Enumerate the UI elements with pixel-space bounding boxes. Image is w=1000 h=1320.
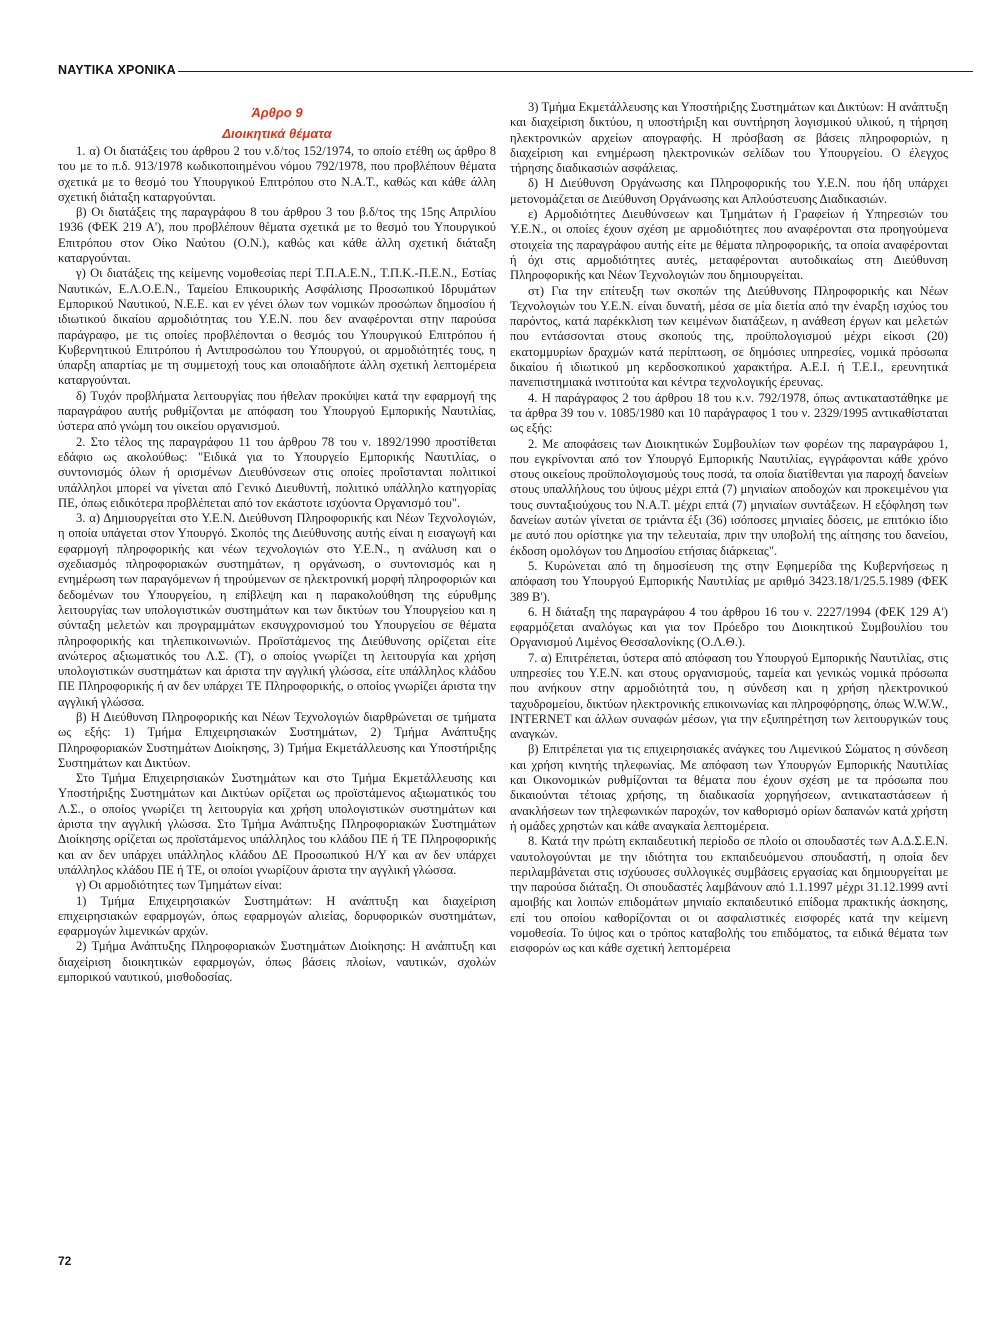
paragraph: 6. Η διάταξη της παραγράφου 4 του άρθρου 16 του ν. 2227/1994 (ΦΕΚ 129 Α') εφαρμόζεται αναλόγως και για τον Πρόεδρο του Διοικητικού Συμβουλίου του Οργανισμού Λιμένος Θεσσαλονίκης (Ο.Λ.Θ.). xyxy=(510,604,948,650)
paragraph: 8. Κατά την πρώτη εκπαιδευτική περίοδο σε πλοίο οι σπουδαστές των Α.Δ.Σ.Ε.Ν. ναυτολογούνται με την ιδιότητα του εκπαιδευόμενου σπουδαστή, η οποία δεν περιλαμβάνεται στις ισχύουσες συλλογικές συμβάσεις εργασίας και δημιουργείται με την παρούσα διάταξη. Οι σπουδαστές λαμβάνουν από 1.1.1997 μέχρι 31.12.1999 αντί αμοιβής και λοιπών επιδομάτων μηνιαίο εκπαιδευτικό επίδομα πρακτικής άσκησης, επί του οποίου καθορίζονται οι οι ασφαλιστικές εισφορές κατά την κείμενη νομοθεσία. Το ύψος και ο τρόπος καταβολής του επιδόματος, τα ειδικά θέματα των εισφορών ως και κάθε σχετική λεπτομέρεια xyxy=(510,834,948,956)
paragraph: 3. α) Δημιουργείται στο Υ.Ε.Ν. Διεύθυνση Πληροφορικής και Νέων Τεχνολογιών, η οποία υπάγεται στον Υπουργό. Σκοπός της Διεύθυνσης αυτής είναι η εισαγωγή και εφαρμογή πληροφορικής και νέων τεχνολογιών στο Υ.Ε.Ν., η ανάλυση και ο σχεδιασμός πληροφοριακών συστημάτων, η οργάνωση, ο συντονισμός και η ενημέρωση των παραγόμενων ή τηρούμενων σε ηλεκτρονική μορφή πληροφοριών και δεδομένων του Υπουργείου, η επίβλεψη και η παρακολούθηση της εύρυθμης λειτουργίας των υπολογιστικών συστημάτων και των δικτύων του Υπουργείου και η σύνταξη μελετών και προγραμμάτων εκσυγχρονισμού του Υπουργείου σε θέματα πληροφορικής και τηλεπικοινωνιών. Προϊστάμενος της Διεύθυνσης ορίζεται είτε ανώτερος αξιωματικός του Λ.Σ. (Τ), ο οποίος γνωρίζει τη λειτουργία και χρήση υπολογιστικών συστημάτων και άριστα την αγγλική γλώσσα, είτε υπάλληλος κλάδου ΠΕ Πληροφορικής ή αν δεν υπάρχει ΤΕ Πληροφορικής, ο οποίος γνωρίζει άριστα την αγγλική γλώσσα. xyxy=(58,511,496,709)
paragraph: γ) Οι διατάξεις της κείμενης νομοθεσίας περί Τ.Π.Α.Ε.Ν., Τ.Π.Κ.-Π.Ε.Ν., Εστίας Ναυτικών, Ε.Λ.Ο.Ε.Ν., Ταμείου Επικουρικής Ασφάλισης Προσωπικού Ιδρυμάτων Εμπορικού Ναυτικού, Ν.Ε.Ε. και εν γένει όλων των νομικών προσώπων δημοσίου ή ιδιωτικού δικαίου αρμοδιότητας του Υ.Ε.Ν. που δεν αναφέρονται στην παρούσα παράγραφο, με τις οποίες προβλέπονται ο θεσμός του Υπουργικού Επιτρόπου ή Κυβερνητικού Επιτρόπου ή Αντιπροσώπου του Υπουργού, οι αρμοδιότητές τους, η ύπαρξη απαρτίας με τη συμμετοχή τους και οποιαδήποτε άλλη σχετική λεπτομέρεια καταργούνται. xyxy=(58,266,496,388)
paragraph: 1. α) Οι διατάξεις του άρθρου 2 του ν.δ/τος 152/1974, το οποίο ετέθη ως άρθρο 8 του με το π.δ. 913/1978 κωδικοποιημένου νόμου 792/1978, που προβλέπουν θέματα σχετικά με το θεσμό του Υπουργικού Επιτρόπου στο Ν.Α.Τ., καθώς και κάθε άλλη σχετική διάταξη καταργούνται. xyxy=(58,144,496,204)
paragraph: β) Επιτρέπεται για τις επιχειρησιακές ανάγκες του Λιμενικού Σώματος η σύνδεση και χρήση κινητής τηλεφωνίας. Με απόφαση των Υπουργών Εμπορικής Ναυτιλίας και Οικονομικών ρυθμίζονται τα θέματα που έχουν σχέση με τα πρόσωπα που δικαιούνται τέτοιας χρήσης, τη διαδικασία χορηγήσεων, αντικαταστάσεων ή ανακλήσεων των τηλεφωνικών παροχών, τον καθορισμό ορίων δαπανών κατά χρήστη ή ομάδες χρηστών και κάθε αναγκαία λεπτομέρεια. xyxy=(510,742,948,833)
paragraph: 2. Με αποφάσεις των Διοικητικών Συμβουλίων των φορέων της παραγράφου 1, που εγκρίνονται από τον Υπουργό Εμπορικής Ναυτιλίας, εγγράφονται κάθε χρόνο στους οικείους προϋπολογισμούς τους ποσά, τα οποία διατίθενται για παροχή δανείων στους υπαλλήλους του ύψους μέχρι επτά (7) μηνιαίων αποδοχών και προκειμένου για τους συνταξιούχους του Ν.Α.Τ. μέχρι επτά (7) μηνιαίων συντάξεων. Η εξόφληση των δανείων αυτών γίνεται σε τριάντα έξι (36) ισόποσες μηνιαίες δόσεις, με επιτόκιο ίδιο με αυτό που ορίστηκε για την τελευταία, πριν την υποβολή της αίτησης του δανείου, έκδοση ομολόγων του Δημοσίου ετήσιας διάρκειας". xyxy=(510,436,948,558)
header-rule xyxy=(58,71,973,72)
running-header xyxy=(58,62,973,78)
paragraph: 2. Στο τέλος της παραγράφου 11 του άρθρου 78 του ν. 1892/1990 προστίθεται εδάφιο ως ακολούθως: "Ειδικά για το Υπουργείο Εμπορικής Ναυτιλίας, ο συντονισμός όλων ή ορισμένων Διευθύνσεων στις οποίες προΐστανται πολιτικοί υπάλληλοι μπορεί να γίνεται από Γενικό Διευθυντή, πολιτικό υπάλληλο κατηγορίας ΠΕ, όπως ειδικότερα προβλέπεται από τον εκάστοτε ισχύοντα Οργανισμό του". xyxy=(58,434,496,510)
paragraph: β) Οι διατάξεις της παραγράφου 8 του άρθρου 3 του β.δ/τος της 15ης Απριλίου 1936 (ΦΕΚ 219 Α'), που προβλέπουν θέματα σχετικά με το θεσμό του Υπουργικού Επιτρόπου στον Οίκο Ναύτου (Ο.Ν.), καθώς και κάθε άλλη σχετική διάταξη καταργούνται. xyxy=(58,205,496,266)
left-column xyxy=(58,100,496,985)
page-number: 72 xyxy=(58,1254,72,1268)
paragraph: δ) Τυχόν προβλήματα λειτουργίας που ήθελαν προκύψει κατά την εφαρμογή της παραγράφου αυτής ρυθμίζονται με απόφαση του Υπουργού Εμπορικής Ναυτιλίας, ύστερα από γνώμη του οικείου οργανισμού. xyxy=(58,388,496,434)
right-column xyxy=(510,100,948,957)
magazine-title: ΝΑΥΤΙΚΑ ΧΡΟΝΙΚΑ xyxy=(58,63,176,77)
paragraph: 3) Τμήμα Εκμετάλλευσης και Υποστήριξης Συστημάτων και Δικτύων: Η ανάπτυξη και διαχείριση δικτύου, η υποστήριξη και συντήρηση λογισμικού υλικού, η τήρηση ηλεκτρονικών αρχείων απογραφής. Η πρόσβαση σε βάσεις πληροφοριών, η διαχείριση και ενημέρωση ηλεκτρονικών σελίδων του Υπουργείου. Ο έλεγχος τήρησης διαδικασιών ασφάλειας. xyxy=(510,100,948,176)
paragraph: β) Η Διεύθυνση Πληροφορικής και Νέων Τεχνολογιών διαρθρώνεται σε τμήματα ως εξής: 1) Τμήμα Επιχειρησιακών Συστημάτων, 2) Τμήμα Ανάπτυξης Πληροφοριακών Συστημάτων Διοίκησης, 3) Τμήμα Εκμετάλλευσης και Υποστήριξης Συστημάτων και Δικτύων. xyxy=(58,709,496,770)
paragraph: 4. Η παράγραφος 2 του άρθρου 18 του κ.ν. 792/1978, όπως αντικαταστάθηκε με τα άρθρα 39 του ν. 1085/1980 και 10 παράγραφος 1 του ν. 2329/1995 αντικαθίσταται ως εξής: xyxy=(510,390,948,436)
paragraph: γ) Οι αρμοδιότητες των Τμημάτων είναι: xyxy=(76,878,283,893)
article-title: Διοικητικά θέματα xyxy=(222,126,332,141)
paragraph: στ) Για την επίτευξη των σκοπών της Διεύθυνσης Πληροφορικής και Νέων Τεχνολογιών του Υ.Ε.Ν. είναι δυνατή, μέσα σε μία διετία από την έναρξη ισχύος του παρόντος, κατά παρέκκλιση των κειμένων διατάξεων, η ανάθεση έργων και μελετών που εντάσσονται στους σκοπούς της, προϋπολογισμού μέχρι είκοσι (20) εκατομμυρίων δραχμών κατά περίπτωση, σε δημόσιες υπηρεσίες, νομικά πρόσωπα δικαίου ή ιδιωτικού μη κερδοσκοπικού χαρακτήρα. Α.Ε.Ι. ή Τ.Ε.Ι., ερευνητικά πανεπιστημιακά ινστιτούτα και κέντρα τεχνολογικής έρευνας. xyxy=(510,283,948,390)
paragraph: δ) Η Διεύθυνση Οργάνωσης και Πληροφορικής του Υ.Ε.Ν. που ήδη υπάρχει μετονομάζεται σε Διεύθυνση Οργάνωσης και Απλούστευσης Διαδικασιών. xyxy=(510,176,948,206)
paragraph: 1) Τμήμα Επιχειρησιακών Συστημάτων: Η ανάπτυξη και διαχείριση επιχειρησιακών εφαρμογών, όπως εφαρμογών αλιείας, δορυφορικών συστημάτων, εφαρμογών λιμενικών αρχών. xyxy=(58,893,496,939)
paragraph: 7. α) Επιτρέπεται, ύστερα από απόφαση του Υπουργού Εμπορικής Ναυτιλίας, στις υπηρεσίες του Υ.Ε.Ν. και στους οργανισμούς, ταμεία και γενικώς νομικά πρόσωπα που ανήκουν στην αρμοδιότητά του, η σύνδεση και η χρήση ηλεκτρονικού ταχυδρομείου, δικτύων ηλεκτρονικής επικοινωνίας και πληροφόρησης, όπως W.W.W., INTERNET και άλλων συναφών μέσων, για την εξυπηρέτηση των λειτουργικών τους αναγκών. xyxy=(510,650,948,742)
paragraph: 5. Κυρώνεται από τη δημοσίευση της στην Εφημερίδα της Κυβερνήσεως η απόφαση του Υπουργού Εμπορικής Ναυτιλίας με αριθμό 3423.18/1/25.5.1989 (ΦΕΚ 389 Β'). xyxy=(510,558,948,604)
article-number: Άρθρο 9 xyxy=(251,105,303,120)
paragraph: ε) Αρμοδιότητες Διευθύνσεων και Τμημάτων ή Γραφείων ή Υπηρεσιών του Υ.Ε.Ν., οι οποίες έχουν σχέση με αρμοδιότητες που αναφέρονται στα προηγούμενα στοιχεία της παραγράφου αυτής είτε με θέματα πληροφορικής, τα οποία αναφέρονται ή όχι στις αρμοδιότητες αυτές, μεταφέρονται αυτοδικαίως στη Διεύθυνση Πληροφορικής και Νέων Τεχνολογιών που δημιουργείται. xyxy=(510,207,948,283)
paragraph: 2) Τμήμα Ανάπτυξης Πληροφοριακών Συστημάτων Διοίκησης: Η ανάπτυξη και διαχείριση διοικητικών εφαρμογών, όπως βάσεις πλοίων, ναυτικών, σχολών εμπορικού ναυτικού, μισθοδοσίας. xyxy=(58,939,496,985)
paragraph: Στο Τμήμα Επιχειρησιακών Συστημάτων και στο Τμήμα Εκμετάλλευσης και Υποστήριξης Συστημάτων και Δικτύων ορίζεται ως προϊστάμενος αξιωματικός του Λ.Σ., ο οποίος γνωρίζει τη λειτουργία και χρήση υπολογιστικών συστημάτων και άριστα την αγγλική γλώσσα. Στο Τμήμα Ανάπτυξης Πληροφοριακών Συστημάτων Διοίκησης ορίζεται ως προϊστάμενος υπάλληλος του κλάδου ΠΕ ή ΤΕ Πληροφορικής και αν δεν υπάρχει υπάλληλος κλάδου ΔΕ Προσωπικού Η/Υ και αν δεν υπάρχει υπάλληλος κλάδου ΠΕ ή ΤΕ, οι οποίοι γνωρίζουν άριστα την αγγλική γλώσσα. xyxy=(58,771,496,877)
